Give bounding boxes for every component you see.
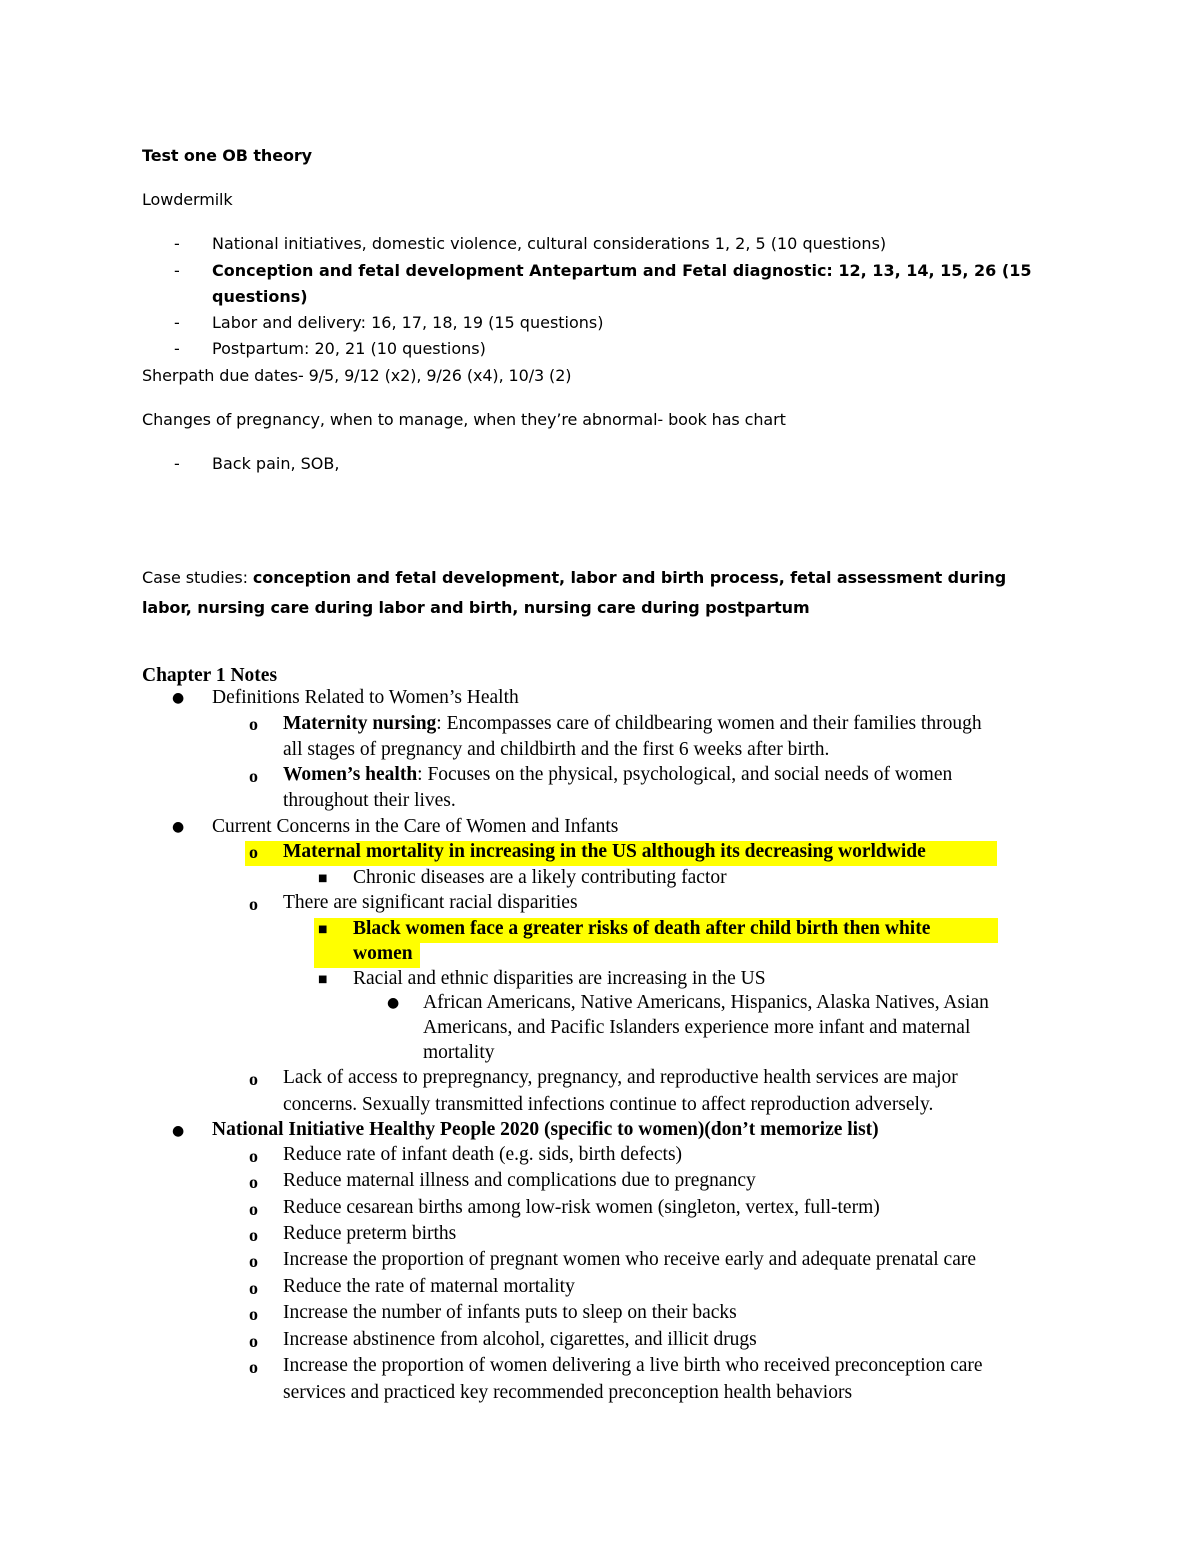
list-item-highlighted: Black women face a greater risks of death after child birth then white: [353, 918, 931, 939]
definition-term: Women’s health: [283, 764, 418, 785]
list-item: Reduce cesarean births among low-risk women (singleton, vertex, full-term): [283, 1197, 880, 1218]
circle-bullet-icon: o: [249, 1146, 258, 1166]
source-label: Lowdermilk: [142, 190, 233, 209]
list-item: Reduce the rate of maternal mortality: [283, 1276, 575, 1297]
square-bullet-icon: ■: [318, 974, 328, 985]
list-item: National Initiative Healthy People 2020 (specific to women)(don’t memorize list): [212, 1119, 879, 1140]
circle-bullet-icon: o: [249, 714, 258, 734]
case-studies-label: Case studies:: [142, 568, 253, 587]
dash-marker: -: [174, 313, 180, 332]
circle-bullet-icon: o: [249, 1331, 258, 1351]
list-item: Reduce preterm births: [283, 1223, 457, 1244]
bullet-icon: ●: [172, 690, 185, 706]
list-item: [283, 713, 982, 735]
list-item: Increase abstinence from alcohol, cigarettes, and illicit drugs: [283, 1329, 757, 1350]
list-item: Increase the number of infants puts to sleep on their backs: [283, 1302, 737, 1323]
case-studies-line-2: labor, nursing care during labor and birth, nursing care during postpartum: [142, 598, 810, 617]
list-item: Lack of access to prepregnancy, pregnancy, and reproductive health services are major: [283, 1067, 958, 1088]
list-item: Chronic diseases are a likely contributing factor: [353, 867, 727, 888]
list-item-continuation: concerns. Sexually transmitted infections continue to affect reproduction adversely.: [283, 1094, 934, 1115]
circle-bullet-icon: o: [249, 1199, 258, 1219]
changes-of-pregnancy: Changes of pregnancy, when to manage, when they’re abnormal- book has chart: [142, 410, 786, 429]
dash-marker: -: [174, 234, 180, 253]
square-bullet-icon: ■: [318, 873, 328, 884]
list-item: Reduce rate of infant death (e.g. sids, birth defects): [283, 1144, 683, 1165]
circle-bullet-icon: o: [249, 894, 258, 914]
list-item-continuation: mortality: [423, 1042, 495, 1063]
list-item: African Americans, Native Americans, Hispanics, Alaska Natives, Asian: [423, 992, 989, 1013]
chapter-heading: Chapter 1 Notes: [142, 665, 278, 686]
list-item: Postpartum: 20, 21 (10 questions): [212, 339, 486, 358]
circle-bullet-icon: o: [249, 766, 258, 786]
circle-bullet-icon: o: [249, 1172, 258, 1192]
list-item-continuation: throughout their lives.: [283, 790, 456, 811]
dash-marker: -: [174, 454, 180, 473]
dash-marker: -: [174, 339, 180, 358]
bullet-icon: ●: [172, 819, 185, 835]
circle-bullet-icon: o: [249, 842, 258, 862]
list-item: Back pain, SOB,: [212, 454, 340, 473]
list-item: Racial and ethnic disparities are increasing in the US: [353, 968, 766, 989]
page-title: Test one OB theory: [142, 146, 312, 165]
list-item-continuation: Americans, and Pacific Islanders experience more infant and maternal: [423, 1017, 971, 1038]
sherpath-dates: Sherpath due dates- 9/5, 9/12 (x2), 9/26 (x4), 10/3 (2): [142, 366, 572, 385]
circle-bullet-icon: o: [249, 1225, 258, 1245]
list-item: Reduce maternal illness and complications due to pregnancy: [283, 1170, 756, 1191]
list-item-highlighted: Maternal mortality in increasing in the US although its decreasing worldwide: [283, 841, 926, 862]
definition-text: : Encompasses care of childbearing women and their families through: [436, 713, 982, 734]
list-item: Current Concerns in the Care of Women and Infants: [212, 816, 619, 837]
circle-bullet-icon: o: [249, 1251, 258, 1271]
list-item-continuation: women: [353, 943, 413, 964]
list-item: There are significant racial disparities: [283, 892, 578, 913]
square-bullet-icon: ■: [318, 924, 328, 935]
dash-marker: -: [174, 261, 180, 280]
circle-bullet-icon: o: [249, 1278, 258, 1298]
list-item: National initiatives, domestic violence, cultural considerations 1, 2, 5 (10 questions): [212, 234, 887, 253]
circle-bullet-icon: o: [249, 1069, 258, 1089]
bullet-icon: ●: [172, 1123, 185, 1139]
list-item: Increase the proportion of women delivering a live birth who received preconception care: [283, 1355, 983, 1376]
list-item: Conception and fetal development Antepartum and Fetal diagnostic: 12, 13, 14, 15, 26 (15: [212, 261, 1032, 280]
definition-term: Maternity nursing: [283, 713, 437, 734]
bullet-icon: ●: [387, 995, 400, 1011]
circle-bullet-icon: o: [249, 1304, 258, 1324]
list-item: Labor and delivery: 16, 17, 18, 19 (15 questions): [212, 313, 604, 332]
list-item-continuation: questions): [212, 287, 308, 306]
list-item-continuation: all stages of pregnancy and childbirth and the first 6 weeks after birth.: [283, 739, 830, 760]
case-studies-text: conception and fetal development, labor and birth process, fetal assessment during: [252, 568, 1007, 587]
case-studies-line-1: [142, 568, 1006, 587]
definition-text: : Focuses on the physical, psychological, and social needs of women: [417, 764, 953, 785]
list-item: Definitions Related to Women’s Health: [212, 687, 519, 708]
circle-bullet-icon: o: [249, 1357, 258, 1377]
list-item: [283, 764, 952, 786]
list-item: Increase the proportion of pregnant women who receive early and adequate prenatal care: [283, 1249, 976, 1270]
list-item-continuation: services and practiced key recommended preconception health behaviors: [283, 1382, 853, 1403]
